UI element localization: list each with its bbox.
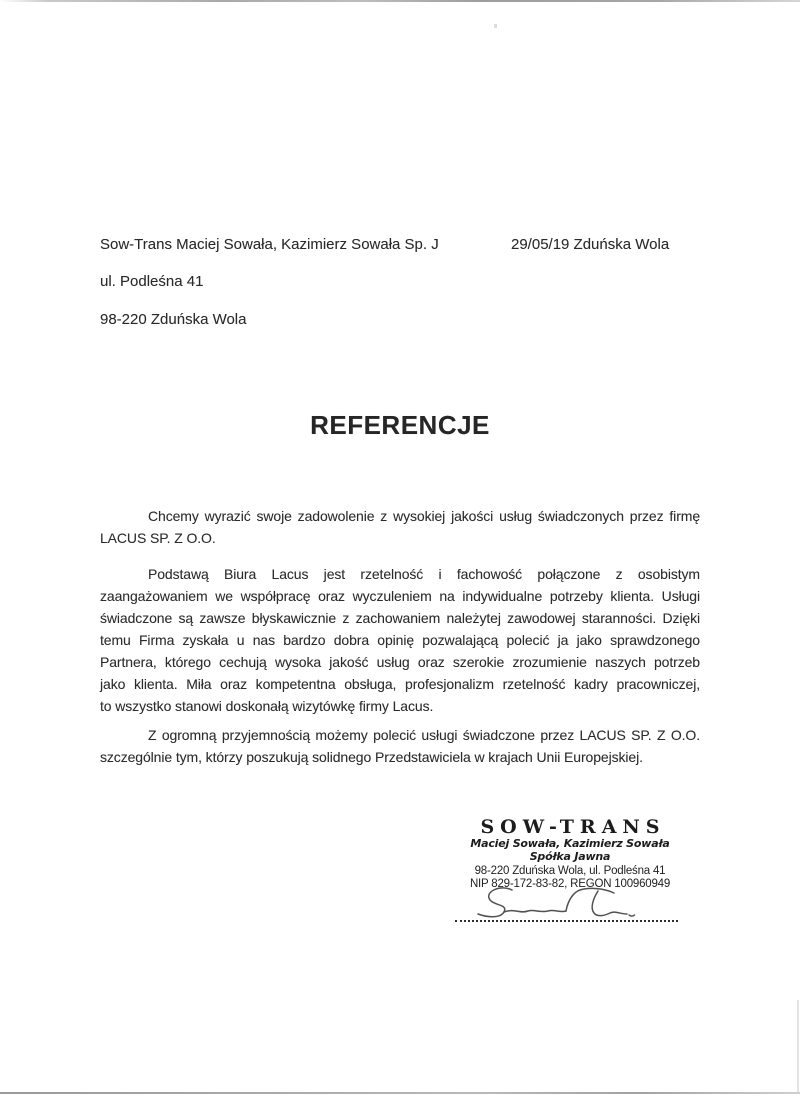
stamp-company-name: SOW-TRANS	[480, 816, 666, 838]
text-line: szczególnie tym, którzy poszukują solidnego Przedstawiciela w krajach Unii Europejskiej.	[100, 749, 643, 765]
stamp-legal-form: Spółka Jawna	[529, 849, 611, 863]
paragraph	[100, 505, 700, 549]
text-line: Z ogromną przyjemnością możemy polecić usługi świadczone przez LACUS SP. Z O.O.	[148, 727, 700, 743]
paragraph	[100, 724, 700, 768]
text-line: to wszystko stanowi doskonałą wizytówkę firmy Lacus.	[100, 698, 434, 714]
text-line: zaangażowaniem we współpracę oraz wyczuleniem na indywidualne potrzeby klienta. Usługi	[100, 588, 700, 604]
stamp-partners: Maciej Sowała, Kazimierz Sowała	[470, 837, 670, 850]
date-and-place: 29/05/19 Zduńska Wola	[511, 236, 670, 253]
document-title: REFERENCJE	[310, 410, 490, 440]
text-line: Partnera, którego cechują wysoka jakość usług oraz szerokie zrozumienie naszych potrzeb	[100, 654, 700, 670]
text-line: temu Firma zyskała u nas bardzo dobra opinię pozwalającą polecić ja jako sprawdzonego	[100, 632, 700, 648]
scan-artifact-top-edge	[0, 0, 800, 2]
sender-company-line: Sow-Trans Maciej Sowała, Kazimierz Sowała Sp. J	[100, 236, 439, 253]
text-line: Chcemy wyrazić swoje zadowolenie z wysokiej jakości usług świadczonych przez firmę	[148, 508, 700, 524]
scan-artifact-bottom-edge	[0, 1092, 800, 1094]
text-line: Podstawą Biura Lacus jest rzetelność i fachowość połączone z osobistym	[148, 566, 700, 582]
signature-dotted-line	[455, 918, 678, 922]
scan-artifact-right-edge	[797, 1000, 799, 1092]
text-line: świadczone są zawsze błyskawicznie z zachowaniem należytej zawodowej staranności. Dzięki	[100, 610, 700, 626]
scan-artifact-speck	[494, 24, 497, 28]
text-line: LACUS SP. Z O.O.	[100, 530, 216, 546]
stamp-registration-numbers: NIP 829-172-83-82, REGON 100960949	[469, 878, 671, 890]
stamp-address: 98-220 Zduńska Wola, ul. Podleśna 41	[474, 865, 666, 877]
paragraph	[100, 563, 700, 717]
company-stamp	[452, 817, 688, 891]
sender-street: ul. Podleśna 41	[100, 273, 204, 290]
sender-city: 98-220 Zduńska Wola	[100, 311, 247, 328]
text-line: jako klienta. Miła oraz kompetentna obsługa, profesjonalizm rzetelność kadry pracowniczej,	[100, 676, 700, 692]
